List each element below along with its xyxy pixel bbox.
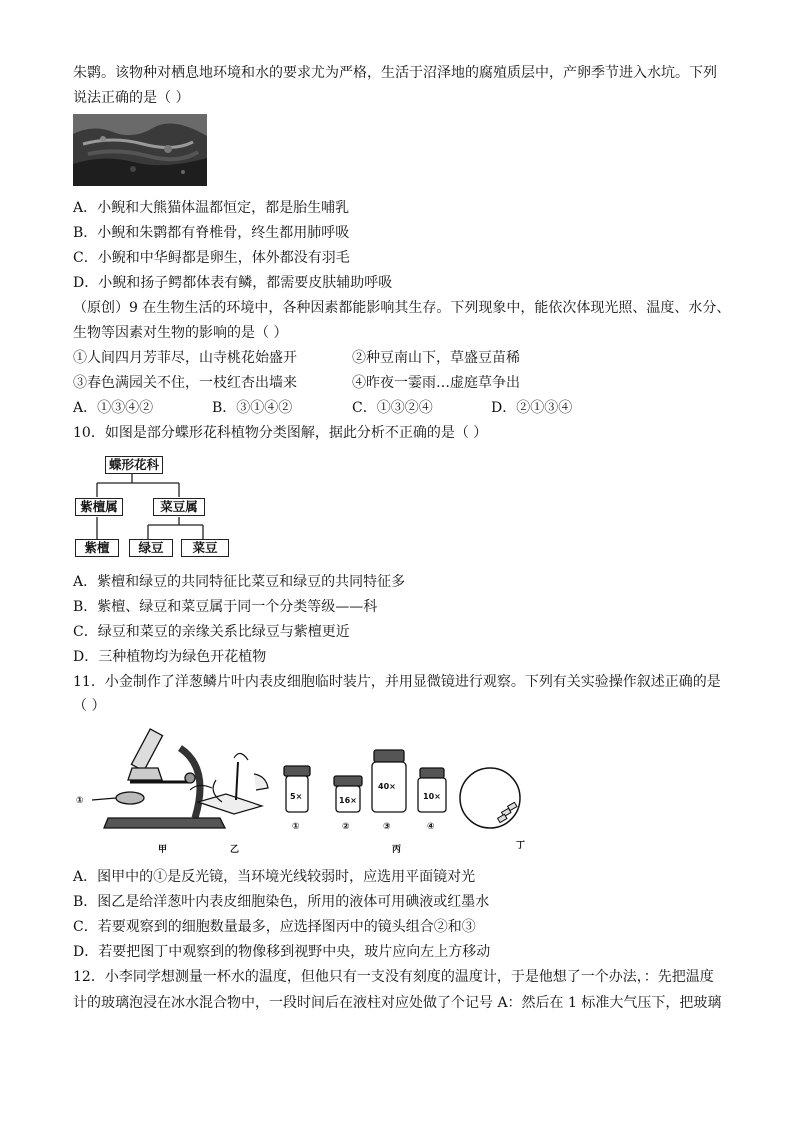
- q9-choice-b: B．③①④②: [212, 400, 293, 416]
- q8-option-c: C．小鲵和中华鲟都是卵生，体外都没有羽毛: [73, 250, 350, 266]
- q11-stem-line2: （ ）: [73, 698, 106, 714]
- tree-root-family: 蝶形花科: [105, 456, 163, 474]
- tree-genus-caidou: 菜豆属: [153, 498, 205, 516]
- lens-num-2: ②: [342, 822, 350, 832]
- q11-option-a: A．图甲中的①是反光镜，当环境光线较弱时，应选用平面镜对光: [73, 869, 476, 885]
- caption-jia: 甲: [158, 845, 168, 855]
- q9-choice-d: D．②①③④: [491, 400, 573, 416]
- q10-option-b: B．紫檀、绿豆和菜豆属于同一个分类等级——科: [73, 599, 378, 615]
- caption-yi: 乙: [230, 845, 240, 855]
- q11-option-d: D．若要把图丁中观察到的物像移到视野中央，玻片应向左上方移动: [73, 944, 491, 960]
- salamander-photo: [73, 114, 207, 186]
- q8-intro-line2: 说法正确的是（ ）: [73, 90, 190, 106]
- lens-num-4: ④: [427, 822, 435, 832]
- microscope-figure: [70, 718, 530, 858]
- lens-label-3: 40×: [378, 782, 396, 791]
- q8-option-b: B．小鲵和朱鹮都有脊椎骨，终生都用肺呼吸: [73, 225, 350, 241]
- q10-option-a: A．紫檀和绿豆的共同特征比菜豆和绿豆的共同特征多: [73, 574, 406, 590]
- q9-poem-4: ④昨夜一霎雨…虚庭草争出: [352, 375, 520, 391]
- tree-species-zitan: 紫檀: [75, 539, 119, 557]
- q9-stem-line1: （原创）9 在生物生活的环境中，各种因素都能影响其生存。下列现象中，能依次体现光照、温度、水分、: [73, 300, 731, 316]
- q10-option-d: D．三种植物均为绿色开花植物: [73, 649, 267, 665]
- q9-poem-2: ②种豆南山下，草盛豆苗稀: [352, 350, 520, 366]
- q9-stem-line2: 生物等因素对生物的影响的是（ ）: [73, 325, 288, 341]
- lens-num-3: ③: [383, 822, 391, 832]
- q10-option-c: C．绿豆和菜豆的亲缘关系比绿豆与紫檀更近: [73, 624, 350, 640]
- objective-lenses-icon: [284, 750, 446, 812]
- microscope-marker: ①: [76, 796, 84, 806]
- q9-choice-c: C．①③②④: [352, 400, 433, 416]
- lens-label-2: 16×: [339, 796, 357, 805]
- lens-label-4: 10×: [423, 792, 441, 801]
- q8-option-d: D．小鲵和扬子鳄都体表有鳞，都需要皮肤辅助呼吸: [73, 275, 393, 291]
- q9-choice-a: A．①③④②: [73, 400, 154, 416]
- classification-tree: [73, 455, 233, 559]
- q11-option-c: C．若要观察到的细胞数量最多，应选择图丙中的镜头组合②和③: [73, 919, 476, 935]
- lens-label-1: 5×: [290, 792, 303, 801]
- tree-species-caidou: 菜豆: [181, 539, 229, 557]
- q11-option-b: B．图乙是给洋葱叶内表皮细胞染色，所用的液体可用碘液或红墨水: [73, 894, 490, 910]
- caption-bing: 丙: [392, 845, 402, 855]
- microscope-icon: [104, 729, 225, 828]
- q12-stem-line2: 计的玻璃泡浸在冰水混合物中，一段时间后在液柱对应处做了个记号 A：然后在 1 标准大气压下，把玻璃: [73, 995, 722, 1011]
- caption-ding: 丁: [516, 841, 526, 851]
- q12-stem-line1: 12．小李同学想测量一杯水的温度，但他只有一支没有刻度的温度计，于是他想了一个办法，：先把温度: [73, 969, 714, 985]
- q8-intro-line1: 朱鹮。该物种对栖息地环境和水的要求尤为严格，生活于沼泽地的腐殖质层中，产卵季节进入水坑。下列: [73, 65, 717, 81]
- q11-stem-line1: 11．小金制作了洋葱鳞片叶内表皮细胞临时装片，并用显微镜进行观察。下列有关实验操作叙述正确的是: [73, 674, 721, 690]
- lens-num-1: ①: [292, 822, 300, 832]
- q10-stem: 10．如图是部分蝶形花科植物分类图解，据此分析不正确的是（ ）: [73, 425, 488, 441]
- q9-poem-3: ③春色满园关不住，一枝红杏出墙来: [73, 375, 297, 391]
- tree-species-lvdou: 绿豆: [129, 539, 173, 557]
- q9-poem-1: ①人间四月芳菲尽，山寺桃花始盛开: [73, 350, 297, 366]
- tree-genus-zitan: 紫檀属: [75, 498, 123, 516]
- field-of-view-icon: [460, 768, 520, 828]
- q8-option-a: A．小鲵和大熊猫体温都恒定，都是胎生哺乳: [73, 200, 350, 216]
